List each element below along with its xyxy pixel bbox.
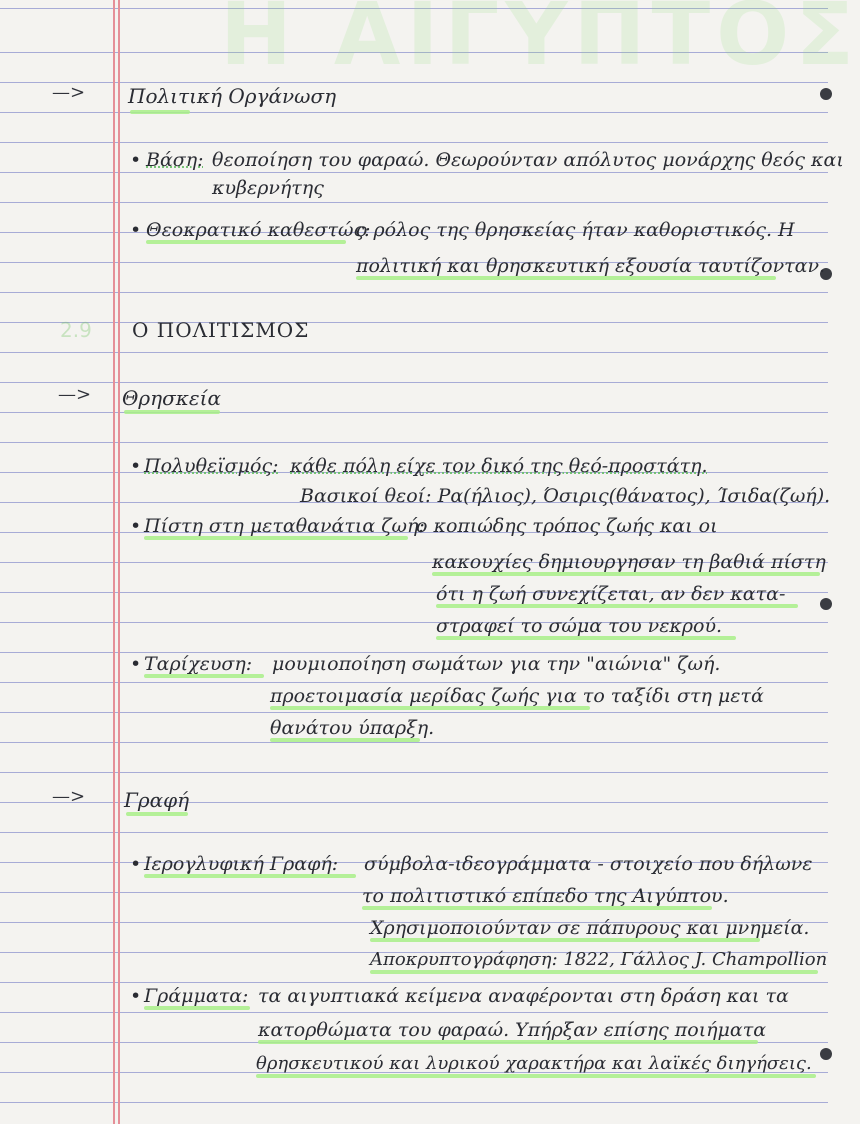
bullet-label: Θεοκρατικό καθεστώς:	[146, 219, 371, 241]
ghost-number: 2.9	[60, 318, 92, 342]
bullet-text: θρησκευτικού και λυρικού χαρακτήρα και λαϊκές διηγήσεις.	[256, 1053, 812, 1074]
bullet-text: προετοιμασία μερίδας ζωής για το ταξίδι στη μετά	[270, 685, 764, 707]
bullet-label: Γράμματα:	[144, 985, 249, 1007]
bullet: •	[130, 853, 142, 875]
section-title-thriskeia: Θρησκεία	[122, 386, 221, 410]
bullet-text: πολιτική και θρησκευτική εξουσία ταυτίζονταν.	[356, 255, 826, 277]
section-title-grafi: Γραφή	[124, 788, 190, 812]
bullet: •	[130, 653, 142, 675]
bullet-label: Βάση:	[146, 149, 204, 171]
bullet: •	[130, 985, 142, 1007]
arrow-marker: —>	[58, 384, 92, 405]
bullet: •	[130, 219, 142, 241]
bullet-text: Βασικοί θεοί: Ρα(ήλιος), Όσιρις(θάνατος), Ίσιδα(ζωή).	[300, 485, 831, 507]
bullet-text: Χρησιμοποιούνταν σε πάπυρους και μνημεία.	[370, 917, 810, 939]
highlight	[124, 410, 220, 414]
bullet-label: Πίστη στη μεταθανάτια ζωή:	[144, 515, 425, 537]
watermark-heading: Η ΑΙΓΥΠΤΟΣ	[220, 0, 860, 85]
bullet-text: θεοποίηση του φαραώ. Θεωρούνταν απόλυτος μονάρχης θεός και	[212, 149, 844, 171]
arrow-marker: —>	[52, 786, 86, 807]
bullet: •	[130, 149, 142, 171]
binder-hole	[820, 88, 832, 100]
binder-hole	[820, 1048, 832, 1060]
bullet-text: κακουχίες δημιουργησαν τη βαθιά πίστη	[432, 551, 826, 573]
margin-line	[113, 0, 115, 1124]
bullet-text: ότι η ζωή συνεχίζεται, αν δεν κατα-	[436, 583, 786, 605]
bullet-text: κατορθώματα του φαραώ. Υπήρξαν επίσης ποιήματα	[258, 1019, 767, 1041]
arrow-marker: —>	[52, 82, 86, 103]
bullet-text: ο ρόλος της θρησκείας ήταν καθοριστικός. Η	[356, 219, 795, 241]
bullet-text: ο κοπιώδης τρόπος ζωής και οι	[416, 515, 718, 537]
binder-hole	[820, 598, 832, 610]
margin-line	[118, 0, 120, 1124]
bullet-text: Αποκρυπτογράφηση: 1822, Γάλλος J. Champollion	[370, 949, 828, 970]
bullet-text: θανάτου ύπαρξη.	[270, 717, 435, 739]
bullet-text: τα αιγυπτιακά κείμενα αναφέρονται στη δράση και τα	[258, 985, 789, 1007]
bullet-text: μουμιοποίηση σωμάτων για την "αιώνια" ζωή.	[272, 653, 721, 675]
bullet: •	[130, 515, 142, 537]
bullet-text: στραφεί το σώμα του νεκρού.	[436, 615, 723, 637]
bullet-label: Ιερογλυφική Γραφή:	[144, 853, 339, 875]
highlight	[126, 812, 188, 816]
highlight	[130, 110, 190, 114]
bullet: •	[130, 455, 142, 477]
heading-politismos: Ο ΠΟΛΙΤΙΣΜΟΣ	[132, 318, 310, 342]
bullet-label: Πολυθεϊσμός:	[144, 455, 279, 477]
section-title-politiki: Πολιτική Οργάνωση	[128, 84, 337, 108]
bullet-text: κάθε πόλη είχε τον δικό της θεό-προστάτη.	[290, 455, 708, 477]
bullet-text: σύμβολα-ιδεογράμματα - στοιχείο που δήλωνε	[364, 853, 813, 875]
bullet-text: το πολιτιστικό επίπεδο της Αιγύπτου.	[362, 885, 729, 907]
bullet-text: κυβερνήτης	[212, 177, 324, 199]
bullet-label: Ταρίχευση:	[144, 653, 253, 675]
